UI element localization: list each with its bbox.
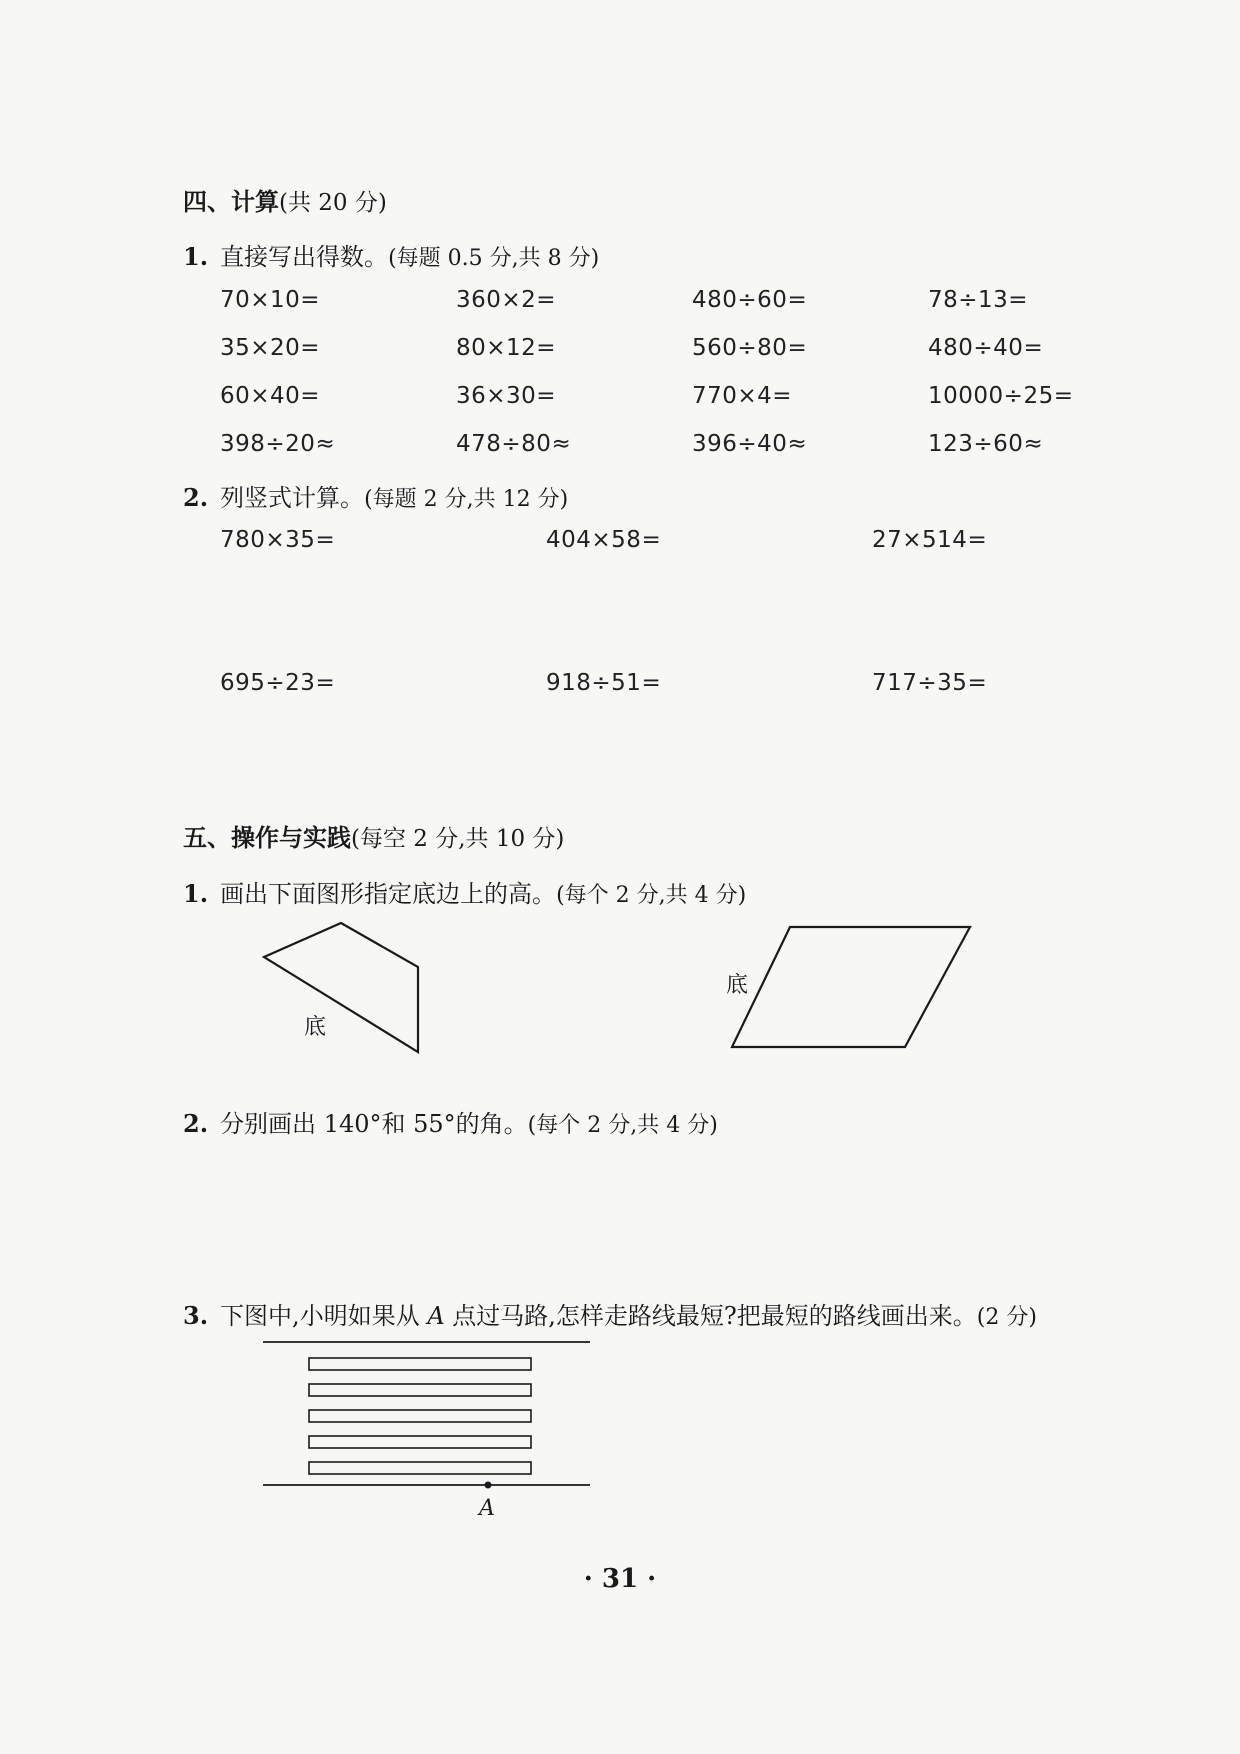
mental-math-item: 396÷40≈ xyxy=(692,431,808,457)
question-points: (2 分) xyxy=(976,1305,1037,1330)
parallelogram-base-label: 底 xyxy=(726,973,749,998)
point-a-label: A xyxy=(479,1496,495,1521)
question-text: 分别画出 140°和 55°的角。 xyxy=(220,1110,528,1138)
section-4-heading: 四、计算 xyxy=(183,187,279,216)
trapezoid-base-label: 底 xyxy=(304,1015,327,1040)
question-number: 1. xyxy=(183,242,209,271)
crosswalk-stripe xyxy=(309,1462,531,1474)
vertical-calc-item: 918÷51= xyxy=(546,670,662,696)
crosswalk-stripe xyxy=(309,1358,531,1370)
question-number: 2. xyxy=(183,483,209,512)
mental-math-item: 480÷60= xyxy=(692,287,808,313)
question-number: 1. xyxy=(183,879,209,908)
parallelogram-figure xyxy=(732,927,970,1047)
point-a-dot xyxy=(485,1482,492,1489)
mental-math-item: 80×12= xyxy=(456,335,557,361)
mental-math-item: 35×20= xyxy=(220,335,321,361)
mental-math-item: 360×2= xyxy=(456,287,557,313)
vertical-calc-item: 404×58= xyxy=(546,527,662,553)
question-point-name: A xyxy=(427,1302,445,1330)
vertical-calc-item: 717÷35= xyxy=(872,670,988,696)
mental-math-item: 770×4= xyxy=(692,383,793,409)
mental-math-item: 10000÷25= xyxy=(928,383,1074,409)
mental-math-item: 398÷20≈ xyxy=(220,431,336,457)
mental-math-item: 560÷80= xyxy=(692,335,808,361)
question-points: (每个 2 分,共 4 分) xyxy=(556,883,747,908)
question-points: (每题 0.5 分,共 8 分) xyxy=(388,246,600,271)
page-number: · 31 · xyxy=(583,1564,657,1594)
question-5-3-title xyxy=(183,1296,1037,1331)
mental-math-item: 60×40= xyxy=(220,383,321,409)
mental-math-item: 36×30= xyxy=(456,383,557,409)
question-text-part2: 点过马路,怎样走路线最短?把最短的路线画出来。 xyxy=(444,1302,977,1330)
section-5-points: (每空 2 分,共 10 分) xyxy=(351,826,565,852)
mental-math-item: 70×10= xyxy=(220,287,321,313)
crosswalk-stripe xyxy=(309,1410,531,1422)
question-number: 3. xyxy=(183,1301,209,1330)
vertical-calc-item: 780×35= xyxy=(220,527,336,553)
trapezoid-figure xyxy=(264,923,418,1052)
mental-math-item: 123÷60≈ xyxy=(928,431,1044,457)
mental-math-item: 478÷80≈ xyxy=(456,431,572,457)
question-text-part1: 下图中,小明如果从 xyxy=(220,1302,428,1330)
question-text: 直接写出得数。 xyxy=(220,243,389,271)
mental-math-item: 78÷13= xyxy=(928,287,1029,313)
question-number: 2. xyxy=(183,1109,209,1138)
question-points: (每题 2 分,共 12 分) xyxy=(364,487,569,512)
question-text: 画出下面图形指定底边上的高。 xyxy=(220,880,557,908)
question-5-2-title xyxy=(183,1104,718,1139)
section-5-heading: 五、操作与实践 xyxy=(183,823,351,852)
vertical-calc-item: 27×514= xyxy=(872,527,988,553)
vertical-calc-item: 695÷23= xyxy=(220,670,336,696)
section-4-points: (共 20 分) xyxy=(279,190,387,216)
question-text: 列竖式计算。 xyxy=(220,484,365,512)
crosswalk-stripe xyxy=(309,1384,531,1396)
crosswalk-stripe xyxy=(309,1436,531,1448)
mental-math-item: 480÷40= xyxy=(928,335,1044,361)
question-points: (每个 2 分,共 4 分) xyxy=(527,1113,718,1138)
